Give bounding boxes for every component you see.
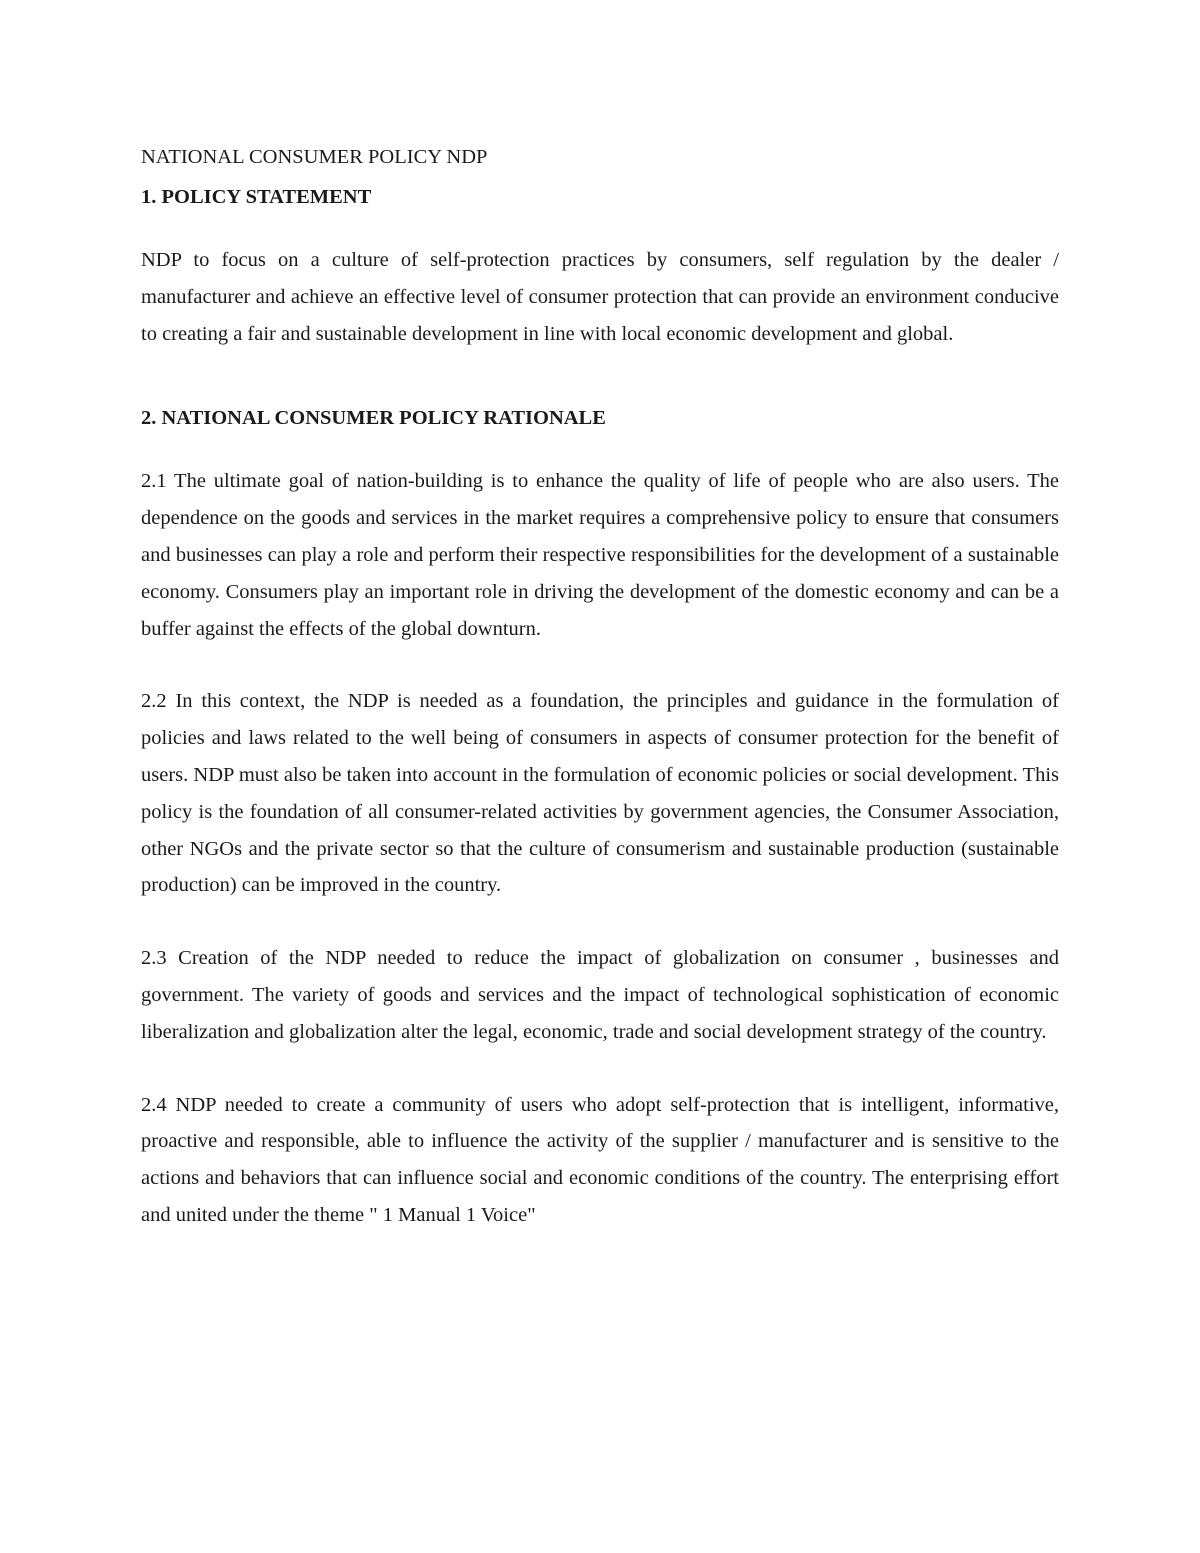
spacer: [141, 904, 1059, 940]
paragraph-policy-statement: NDP to focus on a culture of self-protection practices by consumers, self regulation by the dealer / manufacturer and achieve an effective level of consumer protection that can provide an environment conducive to creating a fair and sustainable development in line with local economic development and global.: [141, 249, 1059, 345]
spacer: [141, 1051, 1059, 1087]
spacer: [141, 352, 1059, 402]
paragraph-2-2: 2.2 In this context, the NDP is needed as a foundation, the principles and guidance in the formulation of policies and laws related to the well being of consumers in aspects of consumer protection for the benefit of users. NDP must also be taken into account in the formulation of economic policies or social development. This policy is the foundation of all consumer-related activities by government agencies, the Consumer Association, other NGOs and the private sector so that the culture of consumerism and sustainable production (sustainable production) can be improved in the country.: [141, 690, 1059, 897]
paragraph-2-3: 2.3 Creation of the NDP needed to reduce the impact of globalization on consumer , businesses and government. The variety of goods and services and the impact of technological sophistication of economic liberalization and globalization alter the legal, economic, trade and social development strategy of the country.: [141, 947, 1059, 1043]
spacer: [141, 434, 1059, 463]
section-heading-policy-statement: 1. POLICY STATEMENT: [141, 186, 372, 208]
paragraph-2-4: 2.4 NDP needed to create a community of users who adopt self-protection that is intelligent, informative, proactive and responsible, able to influence the activity of the supplier / manufacturer and is sensitive to the actions and behaviors that can influence social and economic conditions of the country. The enterprising effort and united under the theme " 1 Manual 1 Voice": [141, 1093, 1059, 1226]
paragraph-2-1: 2.1 The ultimate goal of nation-building is to enhance the quality of life of people who are also users. The dependence on the goods and services in the market requires a comprehensive policy to ensure that consumers and businesses can play a role and perform their respective responsibilities for the development of a sustainable economy. Consumers play an important role in driving the development of the domestic economy and can be a buffer against the effects of the global downturn.: [141, 470, 1059, 640]
document-title: NATIONAL CONSUMER POLICY NDP: [141, 146, 488, 168]
section-heading-rationale: 2. NATIONAL CONSUMER POLICY RATIONALE: [141, 407, 606, 430]
document-page: [141, 141, 1059, 1234]
spacer: [141, 647, 1059, 683]
